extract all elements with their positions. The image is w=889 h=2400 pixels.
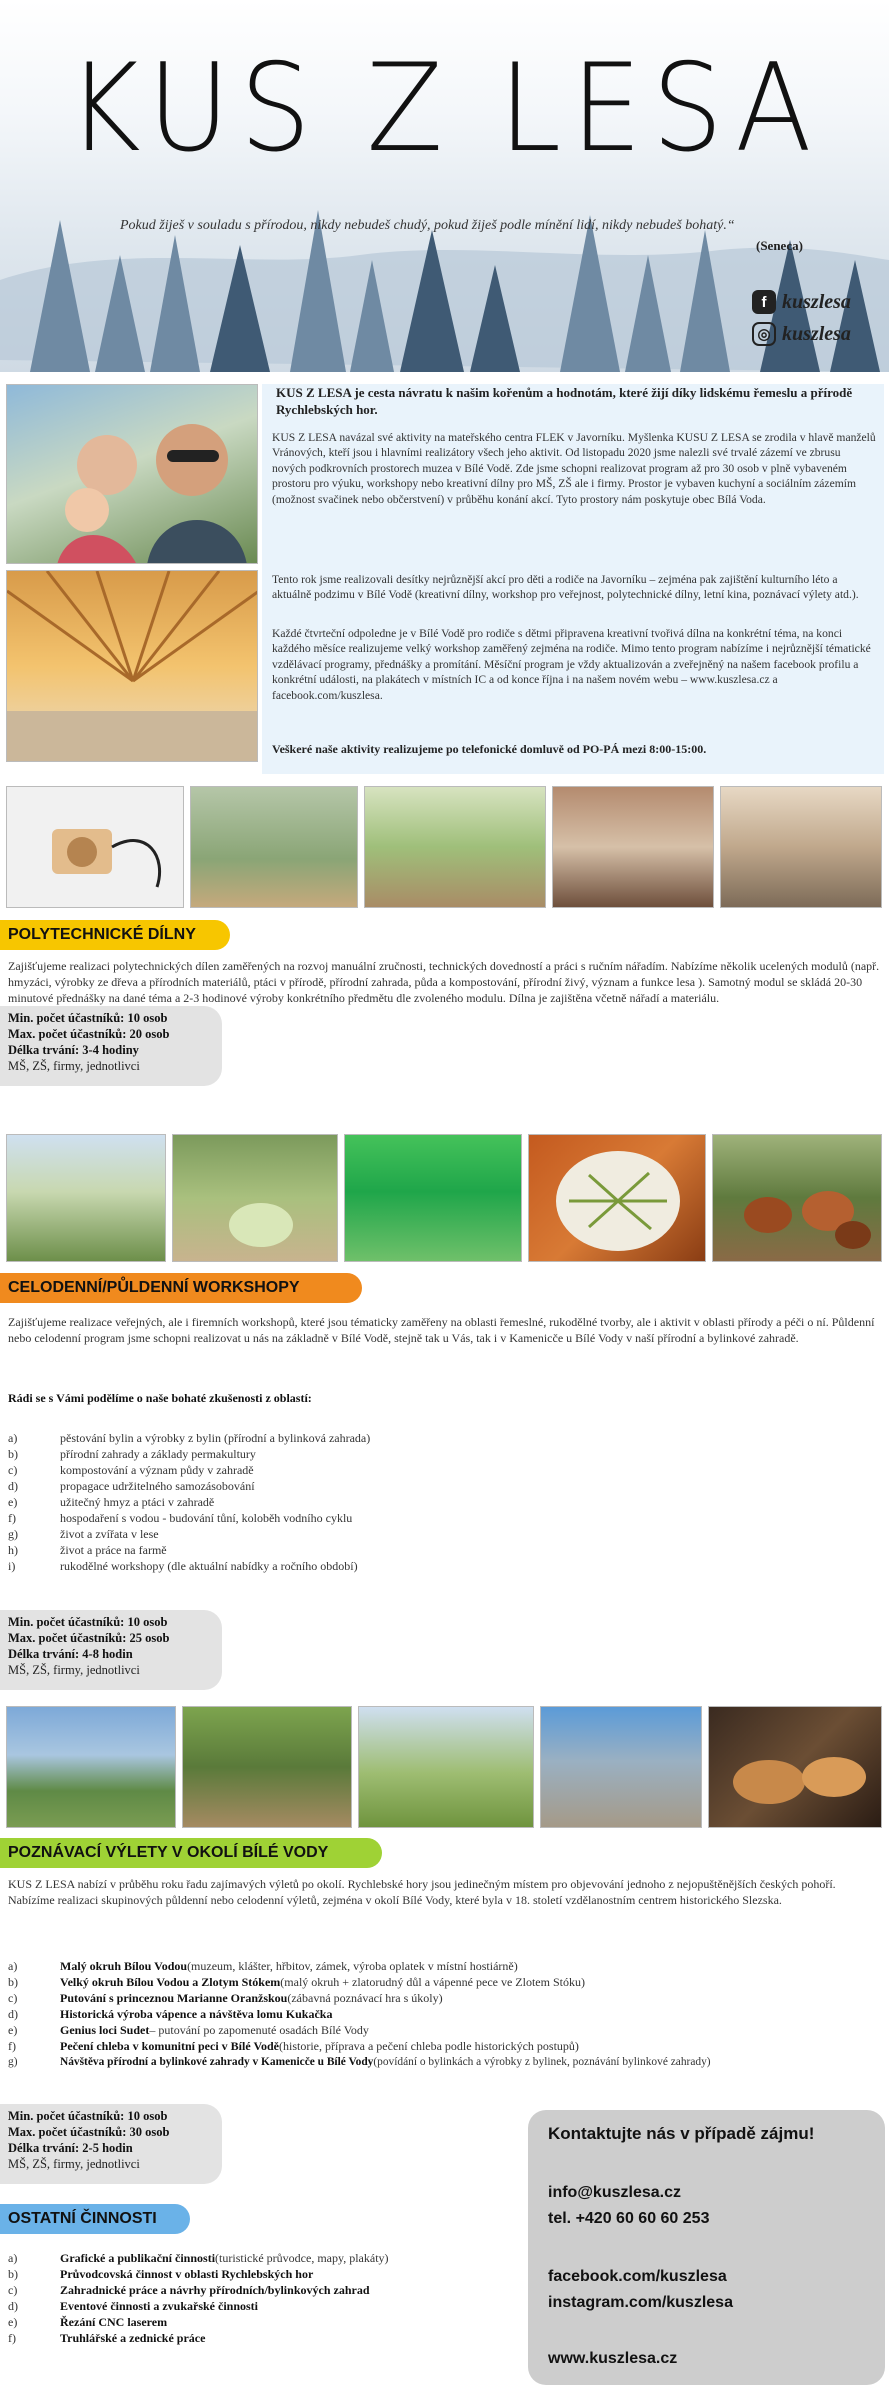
pumpkin-illustration <box>173 1135 338 1262</box>
list-item: i) rukodělné workshopy (dle aktuální nabídky a ročního období) <box>8 1559 358 1573</box>
wooden-camera-illustration <box>7 787 184 908</box>
facebook-icon: f <box>752 290 776 314</box>
list-item: e) užitečný hmyz a ptáci v zahradě <box>8 1495 215 1509</box>
herb-plate-photo <box>528 1134 706 1262</box>
contact-instagram[interactable]: instagram.com/kuszlesa <box>548 2294 733 2311</box>
workshop-description: Zajišťujeme realizace veřejných, ale i firemních workshopů, které jsou tématicky zaměřeny na oblasti řemeslné, rukodělné tvorby, ale i aktivit v oblasti přírody a péči o ní. Půldenní nebo celodenní program jsme schopni realizovat u nás na základně v Bílé Vodě, stejně tak u Vás, tak i v Kamenicče u Bílé Vody v naší přírodní a bylinkové zahradě. <box>8 1315 875 1345</box>
intro-paragraph-2: Tento rok jsme realizovali desítky nejrůznější akcí pro děti a rodiče na Javorníku – zejména pak zajištění kulturního léto a aktuálně podzimu v Bílé Vodě (kreativní dílny, workshop pro veřejnost, polytechnické dílny, letní kina, poznávací výlety atd.). <box>272 573 859 602</box>
trips-audience: MŠ, ZŠ, firmy, jednotlivci <box>8 2157 140 2171</box>
poly-description: Zajišťujeme realizaci polytechnických dílen zaměřených na rozvoj manuální zručnosti, technických dovedností a práci s ručním nářadím. Nabízíme několik ucelených modulů (např. hmyzáci, výrobky ze dřeva a přírodních materiálů, ptáci v přírodě, přírodní zahrada, půda a kompostování, přírodní živý, význam a funkce lesa ). Samotný modul se skládá 20-30 minutové přednášky na dané téma a 2-3 hodinové výroby konkrétního předmětu dle zvoleného modulu. Dílna je zajištěna včetně nářadí a materiálu. <box>8 959 880 1005</box>
list-item: c) kompostování a význam půdy v zahradě <box>8 1463 254 1477</box>
trips-description: KUS Z LESA nabízí v průběhu roku řadu zajímavých výletů po okolí. Rychlebské hory jsou jedinečným místem pro objevování jednoho z nejopuštěnějších českých pohoří. Nabízíme realizaci skupinových půldenní nebo celodenní výletů, zejména v okolí Bílé Vody, které byla v 18. století vzdělanostním centrem historického Slezska. <box>8 1877 836 1907</box>
outdoor-craft-photo <box>364 786 546 908</box>
wooden-camera-photo <box>6 786 184 908</box>
list-item: c) Putování s princeznou Marianne Oranžskou (zábavná poznávací hra s úkoly) <box>8 1991 443 2005</box>
quote-author: (Seneca) <box>756 238 803 253</box>
list-item: f) hospodaření s vodou - budování tůní, koloběh vodního cyklu <box>8 1511 353 1525</box>
list-item: b) Průvodcovská činnost v oblasti Rychlebských hor <box>8 2267 314 2281</box>
list-item: d) Eventové činnosti a zvukařské činnosti <box>8 2299 259 2313</box>
workshop-max: Max. počet účastníků: 25 osob <box>8 1631 170 1645</box>
facebook-link[interactable] <box>752 290 851 314</box>
family-selfie-illustration <box>7 385 258 564</box>
workshop-duration: Délka trvání: 4-8 hodin <box>8 1647 133 1661</box>
attic-room-photo <box>6 570 258 762</box>
list-item: f) Truhlářské a zednické práce <box>8 2331 206 2345</box>
poly-min: Min. počet účastníků: 10 osob <box>8 1011 168 1025</box>
contact-email[interactable]: info@kuszlesa.cz <box>548 2184 681 2201</box>
list-item: a) Malý okruh Bílou Vodou (muzeum, klášter, hřbitov, zámek, výroba oplatek v místní hostiárně) <box>8 1959 518 1973</box>
workshop-info-box <box>0 1610 222 1690</box>
list-item: h) život a práce na farmě <box>8 1543 167 1557</box>
workshop-subtitle: Rádi se s Vámi podělíme o naše bohaté zkušenosti z oblastí: <box>8 1391 312 1405</box>
workshop-min: Min. počet účastníků: 10 osob <box>8 1615 168 1629</box>
list-item: b) Velký okruh Bílou Vodou a Zlotym Stókem (malý okruh + zlatorudný důl a vápenné pece ve Zlotem Stóku) <box>8 1975 585 1989</box>
list-item: a) pěstování bylin a výrobky z bylin (přírodní a bylinková zahrada) <box>8 1431 371 1445</box>
intro-paragraph-1: KUS Z LESA navázal své aktivity na mateřského centra FLEK v Javorníku. Myšlenka KUSU Z LESA se zrodila v hlavě manželů Vránových, kteří jsou i hlavními realizátory všech jeho aktivit. Od listopadu 2020 jsme nalezli své trvalé zázemí ve zbrusu nových podkrovních prostorech muzea v Bílé Vodě. Zde jsme schopni realizovat program až pro 30 osob v plně vybaveném prostoru pro výuku, workshopy nebo kreativní dílny pro MŠ, ZŠ ale i firmy. Prostor je vybaven kuchyní a sociálním zázemím (možnost svačinek nebo občerstvení) v průběhu konání akcí. Tyto prostory nám poskytuje obec Bílá Voda. <box>272 431 876 506</box>
logo-title: KUS Z LESA <box>67 38 822 180</box>
bread-oven-photo <box>708 1706 882 1828</box>
section-title-trips: POZNÁVACÍ VÝLETY V OKOLÍ BÍLÉ VODY <box>0 1838 382 1868</box>
other-list <box>8 2250 518 2346</box>
poly-duration: Délka trvání: 3-4 hodiny <box>8 1043 139 1057</box>
list-item: e) Genius loci Sudet – putování po zapomenuté osadách Bílé Vody <box>8 2023 369 2037</box>
list-item: b) přírodní zahrady a základy permakultury <box>8 1447 256 1461</box>
trips-duration: Délka trvání: 2-5 hodin <box>8 2141 133 2155</box>
section-title-poly: POLYTECHNICKÉ DÍLNY <box>0 920 230 950</box>
quote-text: Pokud žiješ v souladu s přírodou, nikdy nebudeš chudý, pokud žiješ podle mínění lidí, nikdy nebudeš bohatý.“ <box>120 218 735 233</box>
list-item: a) Grafické a publikační činnosti (turistické průvodce, mapy, plakáty) <box>8 2251 389 2265</box>
workshop-audience: MŠ, ZŠ, firmy, jednotlivci <box>8 1663 140 1677</box>
poly-info-box <box>0 1006 222 1086</box>
contact-box <box>528 2110 885 2385</box>
bread-loaves-illustration <box>709 1707 882 1828</box>
sewing-workshop-photo <box>552 786 714 908</box>
poly-audience: MŠ, ZŠ, firmy, jednotlivci <box>8 1059 140 1073</box>
contact-web[interactable]: www.kuszlesa.cz <box>548 2350 678 2367</box>
mine-train-photo <box>182 1706 352 1828</box>
list-item: e) Řezání CNC laserem <box>8 2315 168 2329</box>
intro-lead: KUS Z LESA je cesta návratu k našim kořenům a hodnotám, které žijí díky lidskému řemeslu a přírodě Rychlebských hor. <box>276 385 853 417</box>
chickens-illustration <box>713 1135 882 1262</box>
garden-pumpkin-photo <box>172 1134 338 1262</box>
quarry-photo <box>540 1706 702 1828</box>
green-tent-photo <box>344 1134 522 1262</box>
trips-list <box>8 1958 888 2070</box>
contact-phone[interactable]: tel. +420 60 60 60 253 <box>548 2210 710 2227</box>
list-item: g) život a zvířata v lese <box>8 1527 159 1541</box>
instagram-link[interactable] <box>752 322 851 346</box>
children-group-photo <box>720 786 882 908</box>
instagram-icon: ◎ <box>752 322 776 346</box>
list-item: g) Návštěva přírodní a bylinkové zahrady v Kamenicče u Bílé Vody (povídání o bylinkách a výrobky z bylinek, poznávání bylinkové zahrady) <box>8 2056 711 2068</box>
attic-wood-beams-illustration <box>7 571 258 762</box>
facebook-handle: kuszlesa <box>782 290 851 313</box>
workshop-topics-list <box>8 1430 888 1574</box>
contact-facebook[interactable]: facebook.com/kuszlesa <box>548 2268 727 2285</box>
trips-info-box <box>0 2104 222 2184</box>
chickens-photo <box>712 1134 882 1262</box>
intro-paragraph-3: Každé čtvrteční odpoledne je v Bílé Vodě pro rodiče s dětmi připravena kreativní tvořivá dílna na konkrétní téma, na konci každého měsíce realizujeme velký workshop zaměřený zejména na rodiče. Mimo tento program nabízíme i nejrůznější tématické vzdělávací programy, přednášky a promítání. Měsíční program je vždy aktualizován a zveřejněný na našem facebook profilu a konkrétní události, na plakátech v místních IC a od konce října i na našem novém webu – www.kuszlesa.cz a facebook.com/kuszlesa. <box>272 627 871 702</box>
list-item: d) Historická výroba vápence a návštěva lomu Kukačka <box>8 2007 333 2021</box>
instagram-handle: kuszlesa <box>782 322 851 345</box>
children-workshop-photo <box>190 786 358 908</box>
section-title-other: OSTATNÍ ČINNOSTI <box>0 2204 190 2234</box>
section-title-workshop: CELODENNÍ/PŮLDENNÍ WORKSHOPY <box>0 1273 362 1303</box>
herb-plate-illustration <box>529 1135 706 1262</box>
village-landscape-photo <box>6 1706 176 1828</box>
festival-photo <box>6 1134 166 1262</box>
trips-max: Max. počet účastníků: 30 osob <box>8 2125 170 2139</box>
trips-min: Min. počet účastníků: 10 osob <box>8 2109 168 2123</box>
list-item: c) Zahradnické práce a návrhy přírodních/bylinkových zahrad <box>8 2283 370 2297</box>
poly-max: Max. počet účastníků: 20 osob <box>8 1027 170 1041</box>
family-selfie-photo <box>6 384 258 564</box>
header-banner <box>0 0 889 372</box>
list-item: d) propagace udržitelného samozásobování <box>8 1479 255 1493</box>
contact-title: Kontaktujte nás v případě zájmu! <box>548 2124 815 2143</box>
list-item: f) Pečení chleba v komunitní peci v Bílé Vodě (historie, příprava a pečení chleba podle historických postupů) <box>8 2039 579 2053</box>
meadow-photo <box>358 1706 534 1828</box>
intro-note: Veškeré naše aktivity realizujeme po telefonické domluvě od PO-PÁ mezi 8:00-15:00. <box>272 742 707 756</box>
